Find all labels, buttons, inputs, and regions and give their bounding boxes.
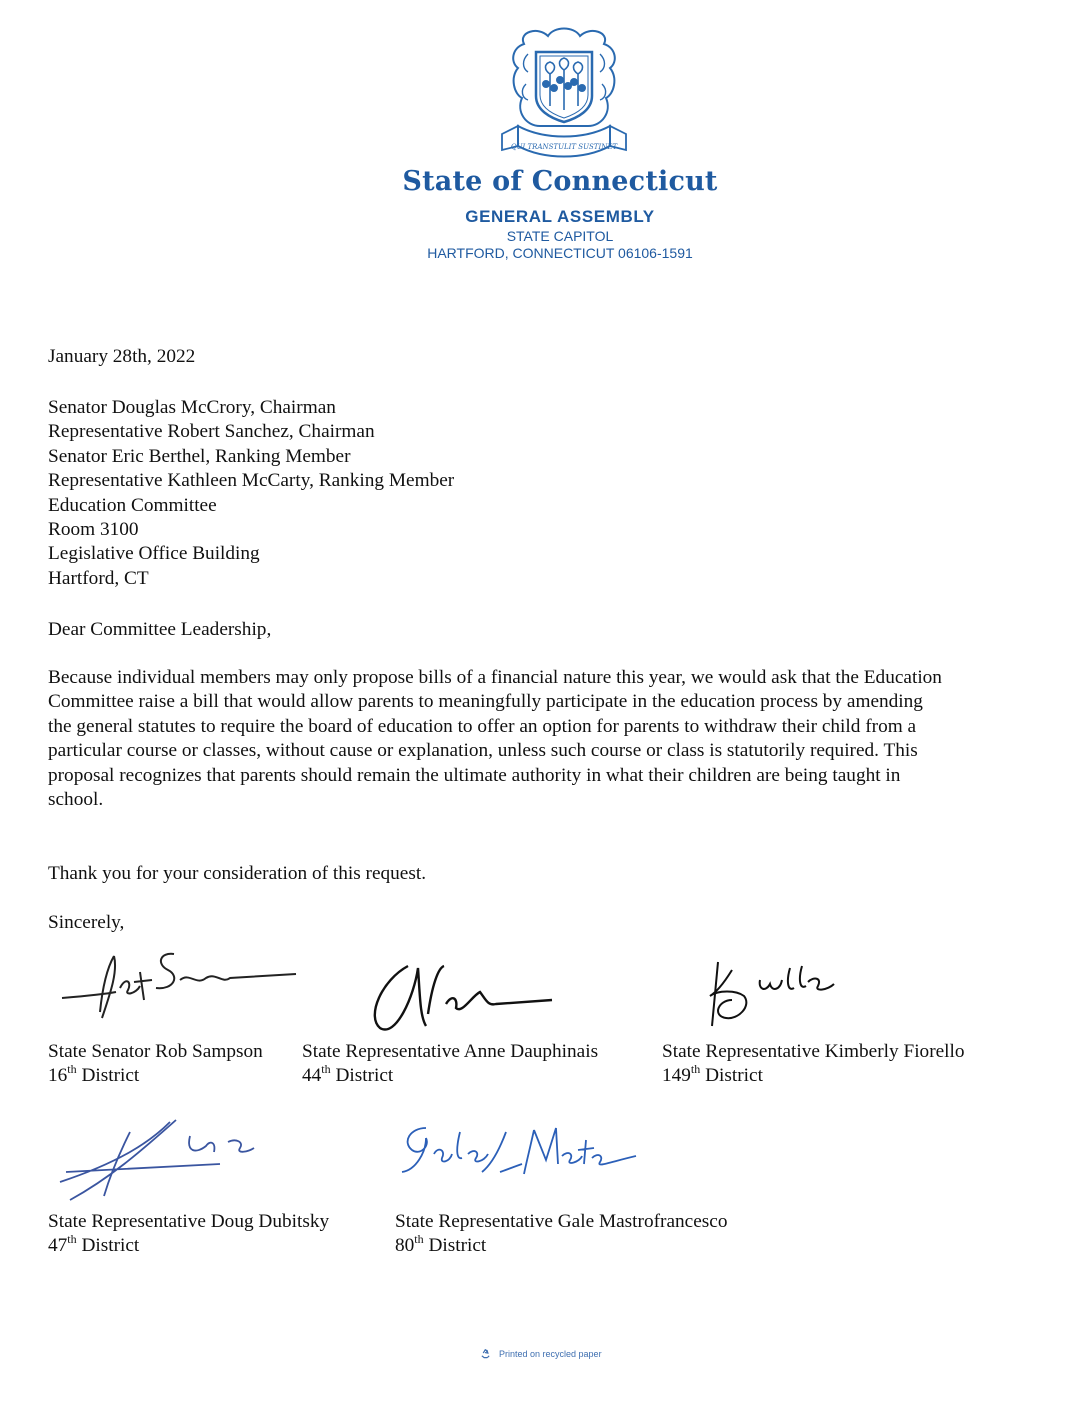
signer-name: State Representative Gale Mastrofrancesco (395, 1211, 728, 1232)
body-line: particular course or classes, without cause or explanation, unless such course or class is statutorily required. This (48, 740, 918, 762)
body-line: Committee raise a bill that would allow parents to meaningfully participate in the education process by amending (48, 691, 923, 713)
letter-date: January 28th, 2022 (48, 346, 196, 367)
signer-block (48, 1040, 263, 1089)
recipient-line: Education Committee (48, 494, 217, 516)
letterhead-state-capitol: STATE CAPITOL (506, 228, 614, 244)
body-line: school. (48, 789, 104, 811)
signer-name: State Representative Kimberly Fiorello (662, 1041, 965, 1062)
recipient-line: Senator Eric Berthel, Ranking Member (48, 445, 351, 467)
letterhead-general-assembly: GENERAL ASSEMBLY (465, 207, 655, 226)
letterhead-address: HARTFORD, CONNECTICUT 06106-1591 (427, 245, 693, 261)
signer-block (395, 1210, 727, 1259)
closing-line: Sincerely, (48, 912, 125, 933)
body-paragraph (48, 666, 1048, 812)
footer-text: Printed on recycled paper (499, 1349, 602, 1359)
handwritten-signature-icon (688, 956, 858, 1030)
recipient-line: Senator Douglas McCrory, Chairman (48, 397, 336, 418)
recipient-line: Representative Kathleen McCarty, Ranking Member (48, 470, 455, 492)
signer-district: 44th District (302, 1061, 394, 1087)
letterhead-state-name: State of Connecticut (402, 166, 718, 197)
signer-block (302, 1040, 598, 1089)
signer-block (662, 1040, 965, 1089)
handwritten-signature-icon (40, 1112, 260, 1202)
body-line: Because individual members may only propose bills of a financial nature this year, we would ask that the Education (48, 667, 942, 688)
signer-district: 80th District (395, 1231, 487, 1257)
signer-name: State Representative Anne Dauphinais (302, 1041, 599, 1062)
handwritten-signature-icon (396, 1120, 642, 1184)
recipient-line: Hartford, CT (48, 567, 149, 589)
signer-name: State Representative Doug Dubitsky (48, 1211, 330, 1232)
recycled-paper-footer (480, 1348, 602, 1359)
signer-block (48, 1210, 329, 1259)
body-line: the general statutes to require the board of education to offer an option for parents to withdraw their child from a (48, 715, 917, 737)
body-line: proposal recognizes that parents should remain the ultimate authority in what their children are being taught in (48, 764, 901, 786)
thank-you-line: Thank you for your consideration of this request. (48, 863, 427, 884)
recipient-line: Room 3100 (48, 518, 139, 540)
signer-name: State Senator Rob Sampson (48, 1041, 263, 1062)
signer-district: 149th District (662, 1061, 763, 1087)
recipient-address-block (48, 396, 454, 591)
signer-district: 16th District (48, 1061, 140, 1087)
recycle-icon (480, 1348, 491, 1359)
svg-text:QUI TRANSTULIT SUSTINET: QUI TRANSTULIT SUSTINET (510, 143, 618, 151)
recipient-line: Legislative Office Building (48, 543, 260, 565)
handwritten-signature-icon (56, 942, 306, 1028)
signer-district: 47th District (48, 1231, 140, 1257)
handwritten-signature-icon (362, 956, 558, 1038)
recipient-line: Representative Robert Sanchez, Chairman (48, 421, 375, 443)
salutation: Dear Committee Leadership, (48, 619, 272, 640)
connecticut-state-seal-icon (488, 22, 640, 170)
